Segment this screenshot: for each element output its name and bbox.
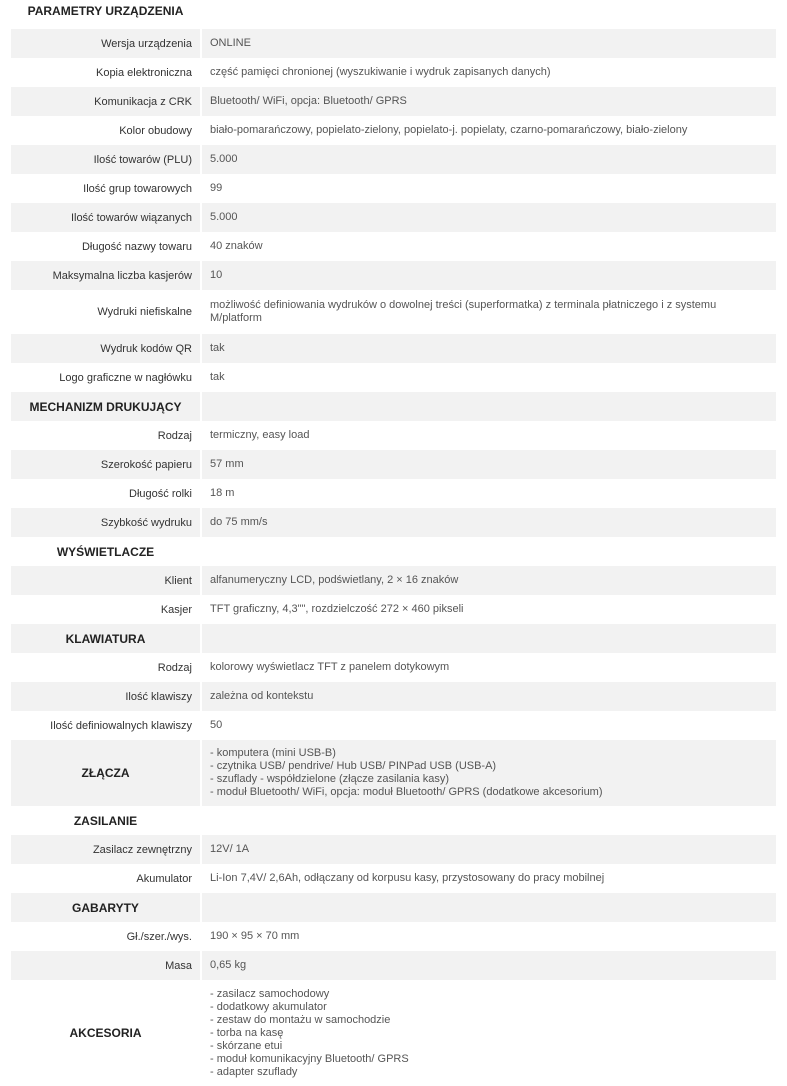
spec-row-akcesoria (11, 980, 776, 1086)
list-item: - torba na kasę (210, 1026, 284, 1039)
spec-value: Li-Ion 7,4V/ 2,6Ah, odłączany od korpusu kasy, przystosowany do pracy mobilnej (210, 872, 605, 884)
list-item: - czytnika USB/ pendrive/ Hub USB/ PINPad USB (USB-A) (210, 760, 497, 772)
spec-row-maksymalna-liczba-kasjerow (11, 261, 776, 290)
spec-row-ilosc-klawiszy (11, 682, 776, 711)
spec-label: Ilość klawiszy (11, 682, 200, 711)
spec-label: Wydruk kodów QR (11, 334, 200, 363)
spec-row-ilosc-towarow-plu (11, 145, 776, 174)
list-item: - skórzane etui (210, 1039, 283, 1052)
spec-label: Rodzaj (157, 429, 192, 442)
spec-label: Logo graficzne w nagłówku (59, 371, 192, 384)
spec-label: Długość nazwy towaru (81, 240, 192, 253)
spec-value: 0,65 kg (202, 951, 776, 980)
section-title: KLAWIATURA (11, 624, 200, 653)
spec-value: kolorowy wyświetlacz TFT z panelem dotykowym (210, 661, 450, 673)
spec-label: Rodzaj (157, 661, 192, 674)
spec-value: 99 (210, 182, 223, 194)
spec-value: TFT graficzny, 4,3"", rozdzielczość 272 × 460 pikseli (210, 603, 464, 615)
spec-value: 190 × 95 × 70 mm (210, 930, 300, 942)
spec-row-dlugosc-nazwy-towaru (11, 232, 776, 261)
spec-value (202, 740, 776, 806)
spec-value: termiczny, easy load (210, 429, 310, 441)
list-item: - zasilacz samochodowy (210, 987, 330, 1000)
spec-row-akumulator (11, 864, 776, 893)
spec-row-dlugosc-rolki (11, 479, 776, 508)
spec-value: biało-pomarańczowy, popielato-zielony, popielato-j. popielaty, czarno-pomarańczowy, biało-zielony (210, 124, 688, 136)
spec-row-logo-graficzne-w-naglowku (11, 363, 776, 392)
list-item: - zestaw do montażu w samochodzie (210, 1013, 391, 1026)
list-item: - komputera (mini USB-B) (210, 747, 336, 759)
spec-label: Kasjer (160, 603, 192, 616)
spec-table (11, 0, 776, 1086)
spec-value: 57 mm (202, 450, 776, 479)
spec-value: 40 znaków (210, 240, 263, 252)
spec-row-zlacza (11, 740, 776, 806)
spec-label: Kopia elektroniczna (95, 66, 192, 79)
spec-value (202, 893, 776, 922)
spec-label: Klient (11, 566, 200, 595)
spec-value (202, 392, 776, 421)
section-title: AKCESORIA (69, 1026, 142, 1040)
spec-label: Szerokość papieru (11, 450, 200, 479)
spec-row-wersja-urzadzenia (11, 29, 776, 58)
spec-row-wydruk-kodow-qr (11, 334, 776, 363)
spec-row-ilosc-towarow-wiazanych (11, 203, 776, 232)
spec-row-masa (11, 951, 776, 980)
list-item: - szuflady - współdzielone (złącze zasilania kasy) (210, 773, 450, 785)
spec-value: 50 (210, 719, 223, 731)
spec-label: Akumulator (136, 872, 192, 885)
spec-row-szerokosc-papieru (11, 450, 776, 479)
spec-label: Ilość towarów wiązanych (11, 203, 200, 232)
spec-value: do 75 mm/s (202, 508, 776, 537)
list-item: - moduł komunikacyjny Bluetooth/ GPRS (210, 1052, 409, 1065)
section-header-wyswietlacze (11, 537, 776, 566)
list-item: - dodatkowy akumulator (210, 1000, 327, 1013)
spec-row-komunikacja-z-crk (11, 87, 776, 116)
spec-label: Komunikacja z CRK (11, 87, 200, 116)
spec-value (202, 537, 776, 566)
section-title: ZŁĄCZA (11, 740, 200, 806)
spec-label: Masa (11, 951, 200, 980)
spec-value: możliwość definiowania wydruków o dowolnej treści (superformatka) z terminala płatniczego i z systemu M/platform (210, 299, 717, 324)
spec-value: alfanumeryczny LCD, podświetlany, 2 × 16 znaków (202, 566, 776, 595)
spec-value: Bluetooth/ WiFi, opcja: Bluetooth/ GPRS (202, 87, 776, 116)
section-title: PARAMETRY URZĄDZENIA (27, 4, 184, 18)
spec-row-kolor-obudowy (11, 116, 776, 145)
section-header-mechanizm-drukujacy (11, 392, 776, 421)
spec-value: zależna od kontekstu (202, 682, 776, 711)
spec-label: Wersja urządzenia (11, 29, 200, 58)
spec-row-ilosc-grup-towarowych (11, 174, 776, 203)
spec-value: 10 (202, 261, 776, 290)
spec-value: 5.000 (202, 145, 776, 174)
spec-row-wydruki-niefiskalne (11, 290, 776, 334)
section-header-klawiatura (11, 624, 776, 653)
spec-row-szybkosc-wydruku (11, 508, 776, 537)
spec-value (202, 980, 776, 1086)
section-title: WYŚWIETLACZE (56, 544, 155, 559)
spec-value: ONLINE (202, 29, 776, 58)
spec-value: część pamięci chronionej (wyszukiwanie i wydruk zapisanych danych) (210, 66, 551, 78)
spec-label: Zasilacz zewnętrzny (11, 835, 200, 864)
spec-label: Maksymalna liczba kasjerów (11, 261, 200, 290)
section-header-zasilanie (11, 806, 776, 835)
spec-value: 18 m (210, 487, 235, 499)
spec-label: Gł./szer./wys. (126, 930, 192, 943)
spec-value (202, 0, 776, 29)
spec-row-zasilacz-zewnetrzny (11, 835, 776, 864)
spec-value: 12V/ 1A (202, 835, 776, 864)
spec-row-rodzaj (11, 421, 776, 450)
list-item: - moduł Bluetooth/ WiFi, opcja: moduł Bluetooth/ GPRS (dodatkowe akcesorium) (210, 786, 603, 798)
spec-row-rodzaj (11, 653, 776, 682)
section-title: GABARYTY (11, 893, 200, 922)
spec-row-kasjer (11, 595, 776, 624)
spec-value (202, 624, 776, 653)
spec-row-kopia-elektroniczna (11, 58, 776, 87)
spec-label: Ilość towarów (PLU) (11, 145, 200, 174)
spec-row-gl-szer-wys (11, 922, 776, 951)
spec-value: tak (210, 371, 225, 383)
spec-label: Szybkość wydruku (11, 508, 200, 537)
spec-label: Wydruki niefiskalne (97, 306, 192, 318)
section-title: MECHANIZM DRUKUJĄCY (11, 392, 200, 421)
spec-value (202, 806, 776, 835)
section-header-gabaryty (11, 893, 776, 922)
section-title: ZASILANIE (73, 813, 138, 828)
spec-label: Kolor obudowy (119, 124, 192, 137)
section-header-parametry-urzadzenia (11, 0, 776, 29)
spec-value: tak (202, 334, 776, 363)
spec-label: Ilość definiowalnych klawiszy (50, 719, 192, 732)
spec-label: Ilość grup towarowych (83, 182, 192, 195)
spec-label: Długość rolki (129, 487, 192, 500)
spec-row-ilosc-definiowalnych-klawiszy (11, 711, 776, 740)
spec-value: 5.000 (202, 203, 776, 232)
spec-row-klient (11, 566, 776, 595)
list-item: - adapter szuflady (210, 1065, 298, 1078)
